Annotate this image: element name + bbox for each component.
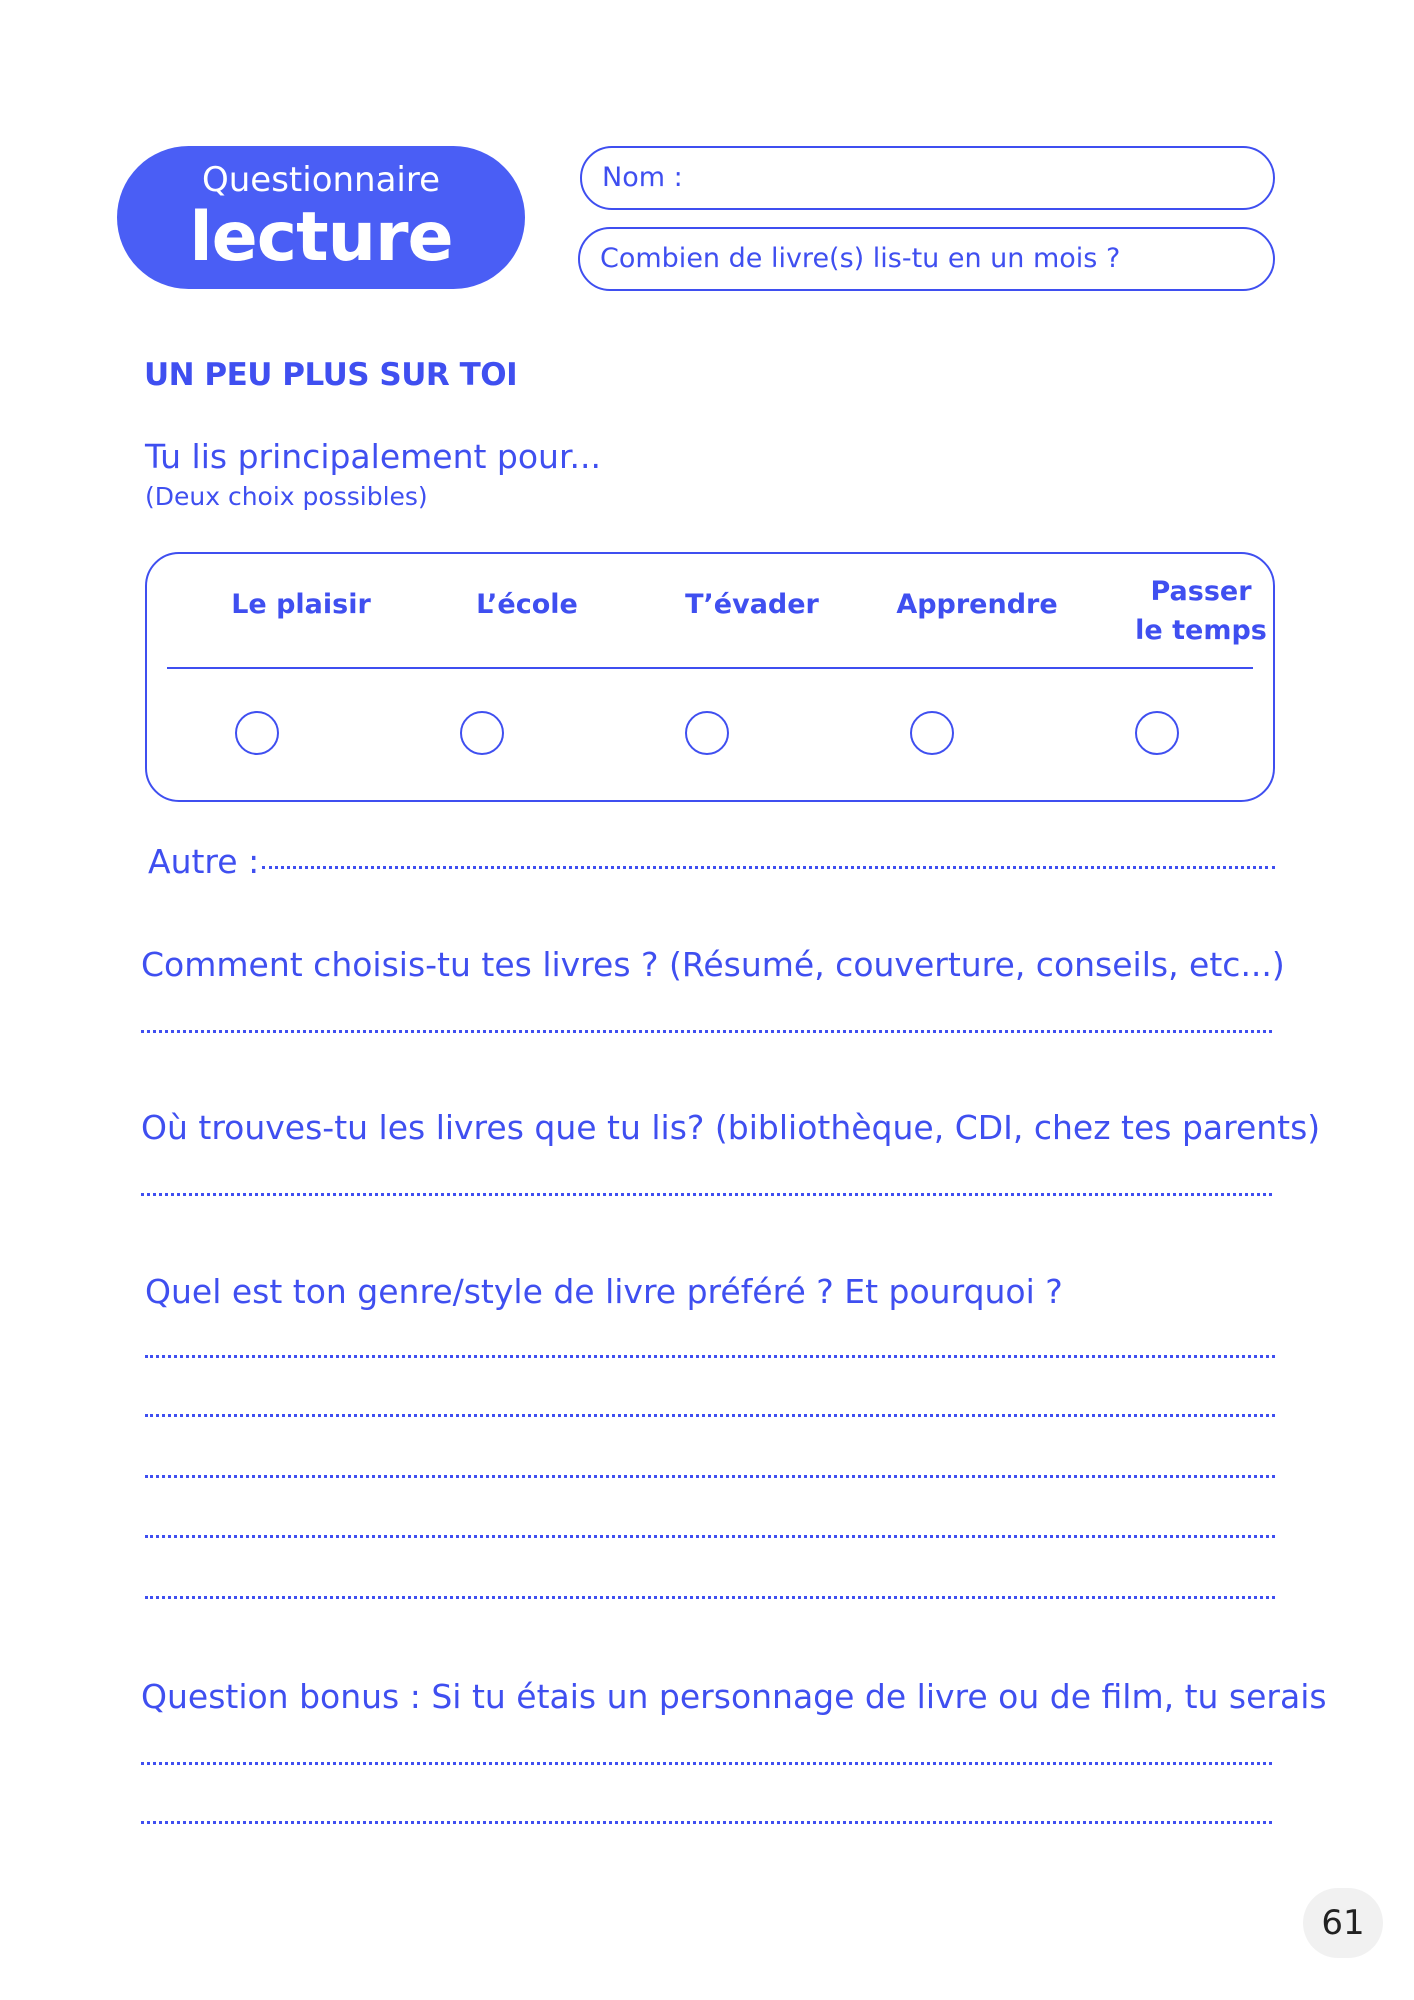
option-label-evader: T’évader — [685, 589, 819, 620]
radio-apprendre[interactable] — [910, 711, 954, 755]
question-where-books: Où trouves-tu les livres que tu lis? (bibliothèque, CDI, chez tes parents) — [141, 1108, 1321, 1147]
question-bonus: Question bonus : Si tu étais un personnage de livre ou de film, tu serais — [141, 1677, 1327, 1716]
reason-choice-box — [145, 552, 1275, 802]
option-label-plaisir: Le plaisir — [231, 589, 371, 620]
books-per-month-field[interactable] — [578, 227, 1275, 291]
radio-plaisir[interactable] — [235, 711, 279, 755]
choice-divider — [167, 667, 1253, 669]
answer-line[interactable] — [141, 1821, 1272, 1824]
reason-question-hint: (Deux choix possibles) — [145, 482, 428, 511]
radio-evader[interactable] — [685, 711, 729, 755]
answer-line[interactable] — [145, 1355, 1275, 1358]
answer-line[interactable] — [145, 1414, 1275, 1417]
answer-line[interactable] — [141, 1193, 1272, 1196]
question-favorite-genre: Quel est ton genre/style de livre préféré ? Et pourquoi ? — [145, 1272, 1063, 1311]
radio-ecole[interactable] — [460, 711, 504, 755]
title-big: lecture — [189, 198, 453, 277]
title-small: Questionnaire — [201, 160, 441, 200]
answer-line[interactable] — [145, 1535, 1275, 1538]
page-number: 61 — [1303, 1888, 1383, 1958]
answer-line[interactable] — [141, 1762, 1272, 1765]
option-label-apprendre: Apprendre — [896, 589, 1058, 620]
other-answer-line[interactable] — [262, 866, 1275, 869]
section-heading: UN PEU PLUS SUR TOI — [144, 357, 518, 393]
answer-line[interactable] — [141, 1030, 1272, 1033]
title-badge — [117, 146, 525, 289]
option-label-ecole: L’école — [476, 589, 578, 620]
radio-passer-le-temps[interactable] — [1135, 711, 1179, 755]
name-field-label: Nom : — [602, 162, 683, 193]
question-choose-books: Comment choisis-tu tes livres ? (Résumé, couverture, conseils, etc...) — [141, 945, 1285, 984]
books-per-month-label: Combien de livre(s) lis-tu en un mois ? — [600, 243, 1121, 274]
other-label: Autre : — [148, 842, 260, 881]
answer-line[interactable] — [145, 1475, 1275, 1478]
name-field[interactable] — [580, 146, 1275, 210]
answer-line[interactable] — [145, 1596, 1275, 1599]
option-label-passer-le-temps: Passer le temps — [1135, 576, 1267, 646]
reason-question-label: Tu lis principalement pour... — [145, 437, 601, 476]
